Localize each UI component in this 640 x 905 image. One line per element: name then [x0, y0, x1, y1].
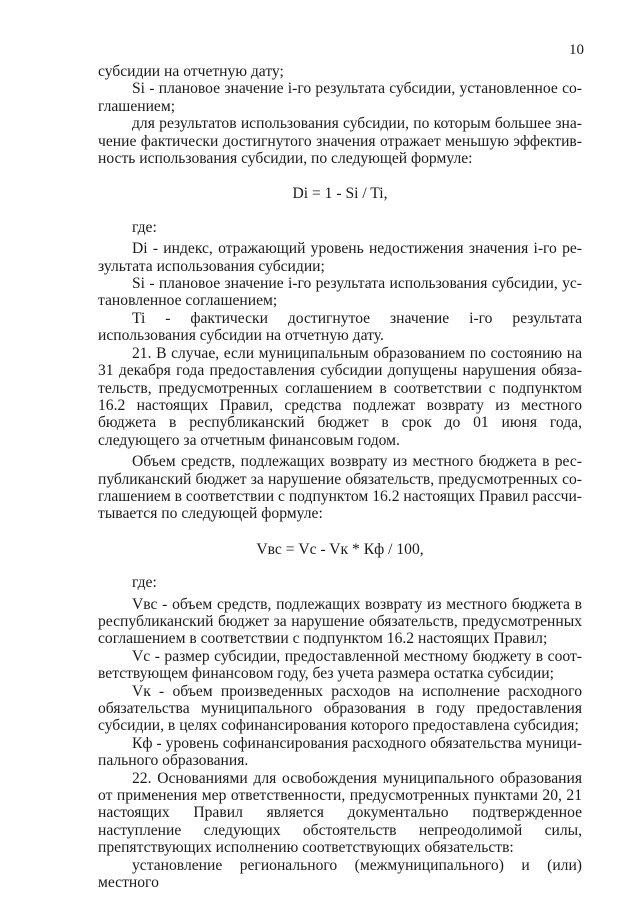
paragraph-si-definition-2: Si - плановое значение i-го результата использования субсидии, установленное соглашением;: [98, 275, 582, 310]
paragraph-regional-establishment: установление регионального (межмуниципального) и (или) местного: [98, 856, 582, 892]
paragraph-clause-22: 22. Основаниями для освобождения муниципального образования от применения мер ответственности, предусмотренных пунктами 20, 21 настоящих Правил является документально подтвержденное наступление следующих обстоятельств непреодолимой силы, препятствующих исполнению соответствующих обязательств:: [98, 769, 582, 857]
paragraph-clause-21: 21. В случае, если муниципальным образованием по состоянию на 31 декабря года предоставления субсидии допущены нарушения обязательств, предусмотренных соглашением в соответствии с подпунктом 16.2 настоящих Правил, средства подлежат возврату из местного бюджета в республиканский бюджет в срок до 01 июня года, следующего за отчетным финансовым годом.: [98, 344, 582, 449]
paragraph-refund-volume: Объем средств, подлежащих возврату из местного бюджета в республиканский бюджет за нарушение обязательств, предусмотренных соглашением в соответствии с подпунктом 16.2 настоящих Правил рассчитывается по следующей формуле:: [98, 453, 582, 523]
paragraph-kf-definition: Кф - уровень софинансирования расходного обязательства муниципального образования.: [98, 734, 582, 770]
label-where-2: где:: [132, 574, 157, 592]
paragraph-vvs-definition: Vвс - объем средств, подлежащих возврату из местного бюджета в республиканский бюджет за нарушение обязательств, предусмотренных соглашением в соответствии с подпунктом 16.2 настоящих Правил;: [98, 595, 582, 648]
formula-di: Di = 1 - Si / Ti,: [292, 185, 388, 203]
paragraph-si-definition: Si - плановое значение i-го результата субсидии, установленное соглашением;: [98, 80, 582, 115]
paragraph-formula-intro: для результатов использования субсидии, по которым большее значение фактически достигнутого значения отражает меньшую эффективность использования субсидии, по следующей формуле:: [98, 115, 582, 168]
paragraph-di-definition: Di - индекс, отражающий уровень недостижения значения i-го результата использования субсидии;: [98, 240, 582, 275]
formula-vvs: Vвс = Vc - Vк * Кф / 100,: [256, 540, 424, 558]
label-where: где:: [132, 218, 157, 236]
paragraph-vk-definition: Vк - объем произведенных расходов на исполнение расходного обязательства муниципального образования в году предоставления субсидии, в целях софинансирования которого предоставлена субсидия;: [98, 682, 582, 735]
page-number: 10: [569, 42, 584, 58]
paragraph-vc-definition: Vc - размер субсидии, предоставленной местному бюджету в соответствующем финансовом году, без учета размера остатка субсидии;: [98, 647, 582, 683]
paragraph-continuation: субсидии на отчетную дату;: [98, 63, 284, 80]
paragraph-ti-definition: Ti - фактически достигнутое значение i-го результата использования субсидии на отчетную дату.: [98, 309, 582, 345]
document-body: [98, 63, 582, 891]
